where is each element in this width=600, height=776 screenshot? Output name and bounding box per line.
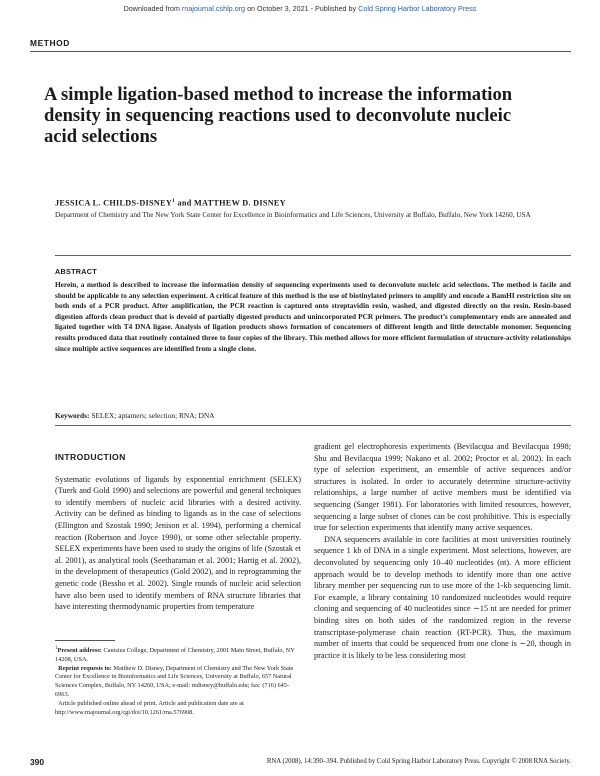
intro-paragraph-right-2: DNA sequencers available in core facilities at most universities routinely sequence 1 kb of DNA in a single experiment. Most selections, however, are deconvoluted by sequencing only 10–40 nucleotides (nt). A more efficient approach would be to develop methods to identify more than one active library member per sequencing run to use more of the 1-kb sequencing limit. For example, a library containing 10 randomized nucleotides would require cloning and sequencing of 40 nucleotides since ∼15 nt are needed for primer binding sites on both sides of the randomized region in the reverse transcriptase-polymerase chain reaction (RT-PCR). Thus, the maximum number of inserts that could be sequenced from one clone is ∼20, though in practice it is likely to be less considering most xyxy=(314,534,571,660)
header-rule xyxy=(30,51,571,52)
footnote-present-address: $^1$Present address: Canisius College, Department of Chemistry, 2001 Main Street, Buffalo, NY 14208, USA. xyxy=(55,646,295,663)
right-column xyxy=(314,441,571,661)
introduction-heading: INTRODUCTION xyxy=(55,452,126,462)
keywords-label: Keywords: xyxy=(55,411,90,420)
author-connector: and xyxy=(177,198,192,208)
affiliation: Department of Chemistry and The New York State Center for Excellence in Bioinformatics and Life Sciences, University at Buffalo, Buffalo, New York 14260, USA xyxy=(55,211,531,219)
footnote-article: Article published online ahead of print. Article and publication date are at http://www.rnajournal.org/cgi/doi/10.1261/rna.576908. xyxy=(55,699,244,716)
left-column xyxy=(55,452,301,613)
abstract-bottom-rule xyxy=(55,425,571,426)
author-line xyxy=(55,198,286,208)
author-2: MATTHEW D. DISNEY xyxy=(193,198,286,208)
journal-host-link[interactable]: rnajournal.cshlp.org xyxy=(181,4,246,13)
abstract-heading: ABSTRACT xyxy=(55,267,97,276)
abstract-top-rule xyxy=(55,255,571,256)
page-number: 390 xyxy=(30,757,44,767)
intro-paragraph-left: Systematic evolutions of ligands by exponential enrichment (SELEX) (Tuerk and Gold 1990) and selections are powerful and general techniques to identify members of nucleic acid libraries with a desired activity. Activity can be defined as binding to ligands as in the case of selections (Ellington and Szostak 1990; Jenison et al. 1994), performing a chemical reaction (Robertson and Joyce 1990), or some other selectable property. SELEX experiments have been used to study the origins of life (Szostak et al. 2001), as analytical tools (Seetharaman et al. 2001; Hartig et al. 2002), in the development of therapeutics (Gold 2002), and in reprogramming the genetic code (Bessho et al. 2002). Single rounds of nucleic acid selection have also been used to identify members of RNA structure libraries that have interesting thermodynamic properties from temperature xyxy=(55,474,301,612)
banner-prefix: Downloaded from xyxy=(123,4,180,13)
journal-citation: RNA (2008), 14:390–394. Published by Cold Spring Harbor Laboratory Press. Copyright © 2008 RNA Society. xyxy=(266,758,571,765)
article-title: A simple ligation-based method to increase the information density in sequencing reactions used to deconvolute nucleic acid selections xyxy=(44,84,513,147)
banner-date: on October 3, 2021 - Published by xyxy=(247,4,357,13)
intro-paragraph-right-1: gradient gel electrophoresis experiments (Bevilacqua and Bevilacqua 1998; Shu and Bevilacqua 1999; Nakano et al. 2002; Proctor et al. 2002). In each type of selection experiment, an ensemble of active sequences and/or structures is isolated. In order to accurately determine structure-activity relationships, a large number of active members must be identified via sequencing (Sanger 1981). For laboratories with limited resources, however, sequencing a large subset of clones can be cost prohibitive. This is especially true for selection experiments that identify many active sequences. xyxy=(314,442,571,533)
download-banner xyxy=(0,4,600,13)
footnote-reprint: Reprint requests to: Matthew D. Disney, Department of Chemistry and The New York State Center for Excellence in Bioinformatics and Life Sciences, University at Buffalo, 657 Natural Sciences Complex, Buffalo, NY 14260, USA; e-mail: mdisney@buffalo.edu; fax: (716) 645-6963. xyxy=(55,664,294,699)
publisher-link[interactable]: Cold Spring Harbor Laboratory Press xyxy=(358,4,477,13)
keywords xyxy=(55,411,215,420)
abstract-body: Herein, a method is described to increase the information density of sequencing experiments used to deconvolute nucleic acid selections. The method is facile and should be applicable to any selection experiment. A critical feature of this method is the use of biotinylated primers to amplify and encode a BamHI restriction site on both ends of a PCR product. After amplification, the PCR reaction is captured onto streptavidin resin, washed, and digested directly on the resin. Resin-based digestion affords clean product that is devoid of partially digested products and unincorporated PCR primers. The product’s complementary ends are annealed and ligated together with T4 DNA ligase. Analysis of ligation products shows formation of concatemers of different length and little detectable monomer. Sequencing results produced data that routinely contained three to four copies of the library. This method allows for more efficient formulation of structure-activity relationships since multiple active sequences are identified from a single clone. xyxy=(55,280,571,353)
footnotes xyxy=(55,645,301,717)
keywords-text: SELEX; aptamers; selection; RNA; DNA xyxy=(91,411,215,420)
author-1-footnote-mark: 1 xyxy=(172,198,176,204)
section-label: METHOD xyxy=(30,38,70,48)
author-1: JESSICA L. CHILDS-DISNEY xyxy=(55,198,173,208)
footnote-rule xyxy=(55,640,115,641)
